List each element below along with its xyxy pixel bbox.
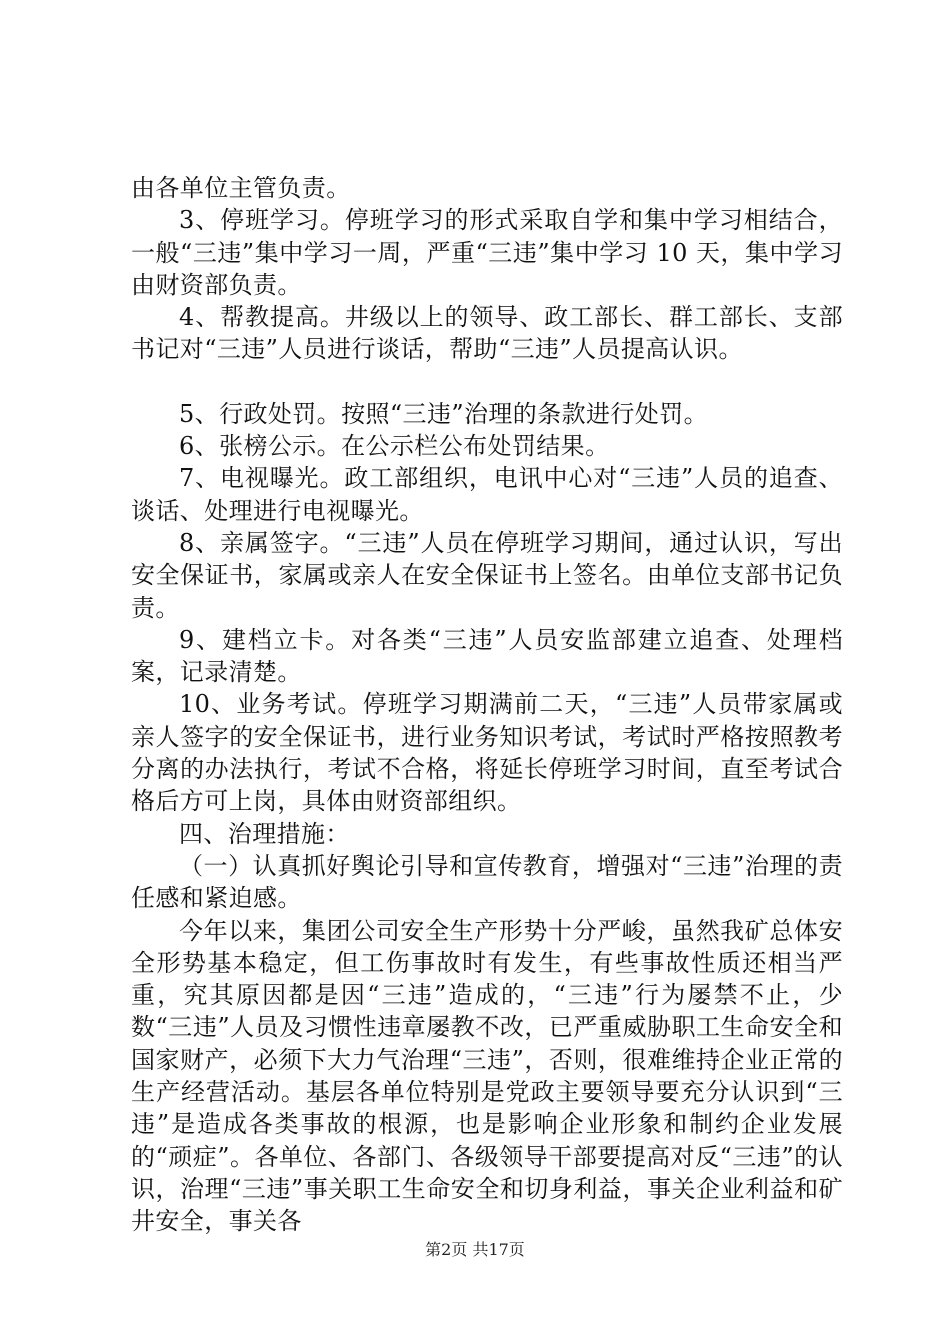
paragraph-item-3: 3、停班学习。停班学习的形式采取自学和集中学习相结合，一般“三违”集中学习一周，严重“三违”集中学习 10 天，集中学习由财资部负责。 (131, 206, 843, 299)
paragraph-item-9: 9、建档立卡。对各类“三违”人员安监部建立追查、处理档案，记录清楚。 (131, 625, 843, 687)
section-heading-measures: 四、治理措施： (179, 819, 350, 848)
paragraph-item-10: 10、业务考试。停班学习期满前二天，“三违”人员带家属或亲人签字的安全保证书，进行业务知识考试，考试时严格按照教考分离的办法执行，考试不合格，将延长停班学习时间，直至考试合格后方可上岗，具体由财资部组织。 (131, 690, 843, 816)
paragraph-item-7: 7、电视曝光。政工部组织，电讯中心对“三违”人员的追查、谈话、处理进行电视曝光。 (131, 464, 843, 525)
paragraph-item-5: 5、行政处罚。按照“三违”治理的条款进行处罚。 (179, 399, 709, 428)
paragraph-body: 今年以来，集团公司安全生产形势十分严峻，虽然我矿总体安全形势基本稳定，但工伤事故时有发生，有些事故性质还相当严重，究其原因都是因“三违”造成的，“三违”行为屡禁不止，少数“三违”人员及习惯性违章屡教不改，已严重威胁职工生命安全和国家财产，必须下大力气治理“三违”，否则，很难维持企业正常的生产经营活动。基层各单位特别是党政主要领导要充分认识到“三违”是造成各类事故的根源，也是影响企业形象和制约企业发展的“顽症”。各单位、各部门、各级领导干部要提高对反“三违”的认识，治理“三违”事关职工生命安全和切身利益，事关企业利益和矿井安全，事关各 (131, 916, 843, 1236)
paragraph-item-4: 4、帮教提高。井级以上的领导、政工部长、群工部长、支部书记对“三违”人员进行谈话，帮助“三违”人员提高认识。 (131, 303, 843, 364)
paragraph-item-6: 6、张榜公示。在公示栏公布处罚结果。 (179, 432, 610, 461)
subsection-heading-1: （一）认真抓好舆论引导和宣传教育，增强对“三违”治理的责任感和紧迫感。 (131, 851, 843, 913)
paragraph-item-8: 8、亲属签字。“三违”人员在停班学习期间，通过认识，写出安全保证书，家属或亲人在安全保证书上签名。由单位支部书记负责。 (131, 528, 843, 622)
paragraph-continuation: 由各单位主管负责。 (131, 174, 351, 202)
document-body (131, 172, 843, 1238)
page-number-footer: 第2页 共17页 (425, 1240, 525, 1259)
